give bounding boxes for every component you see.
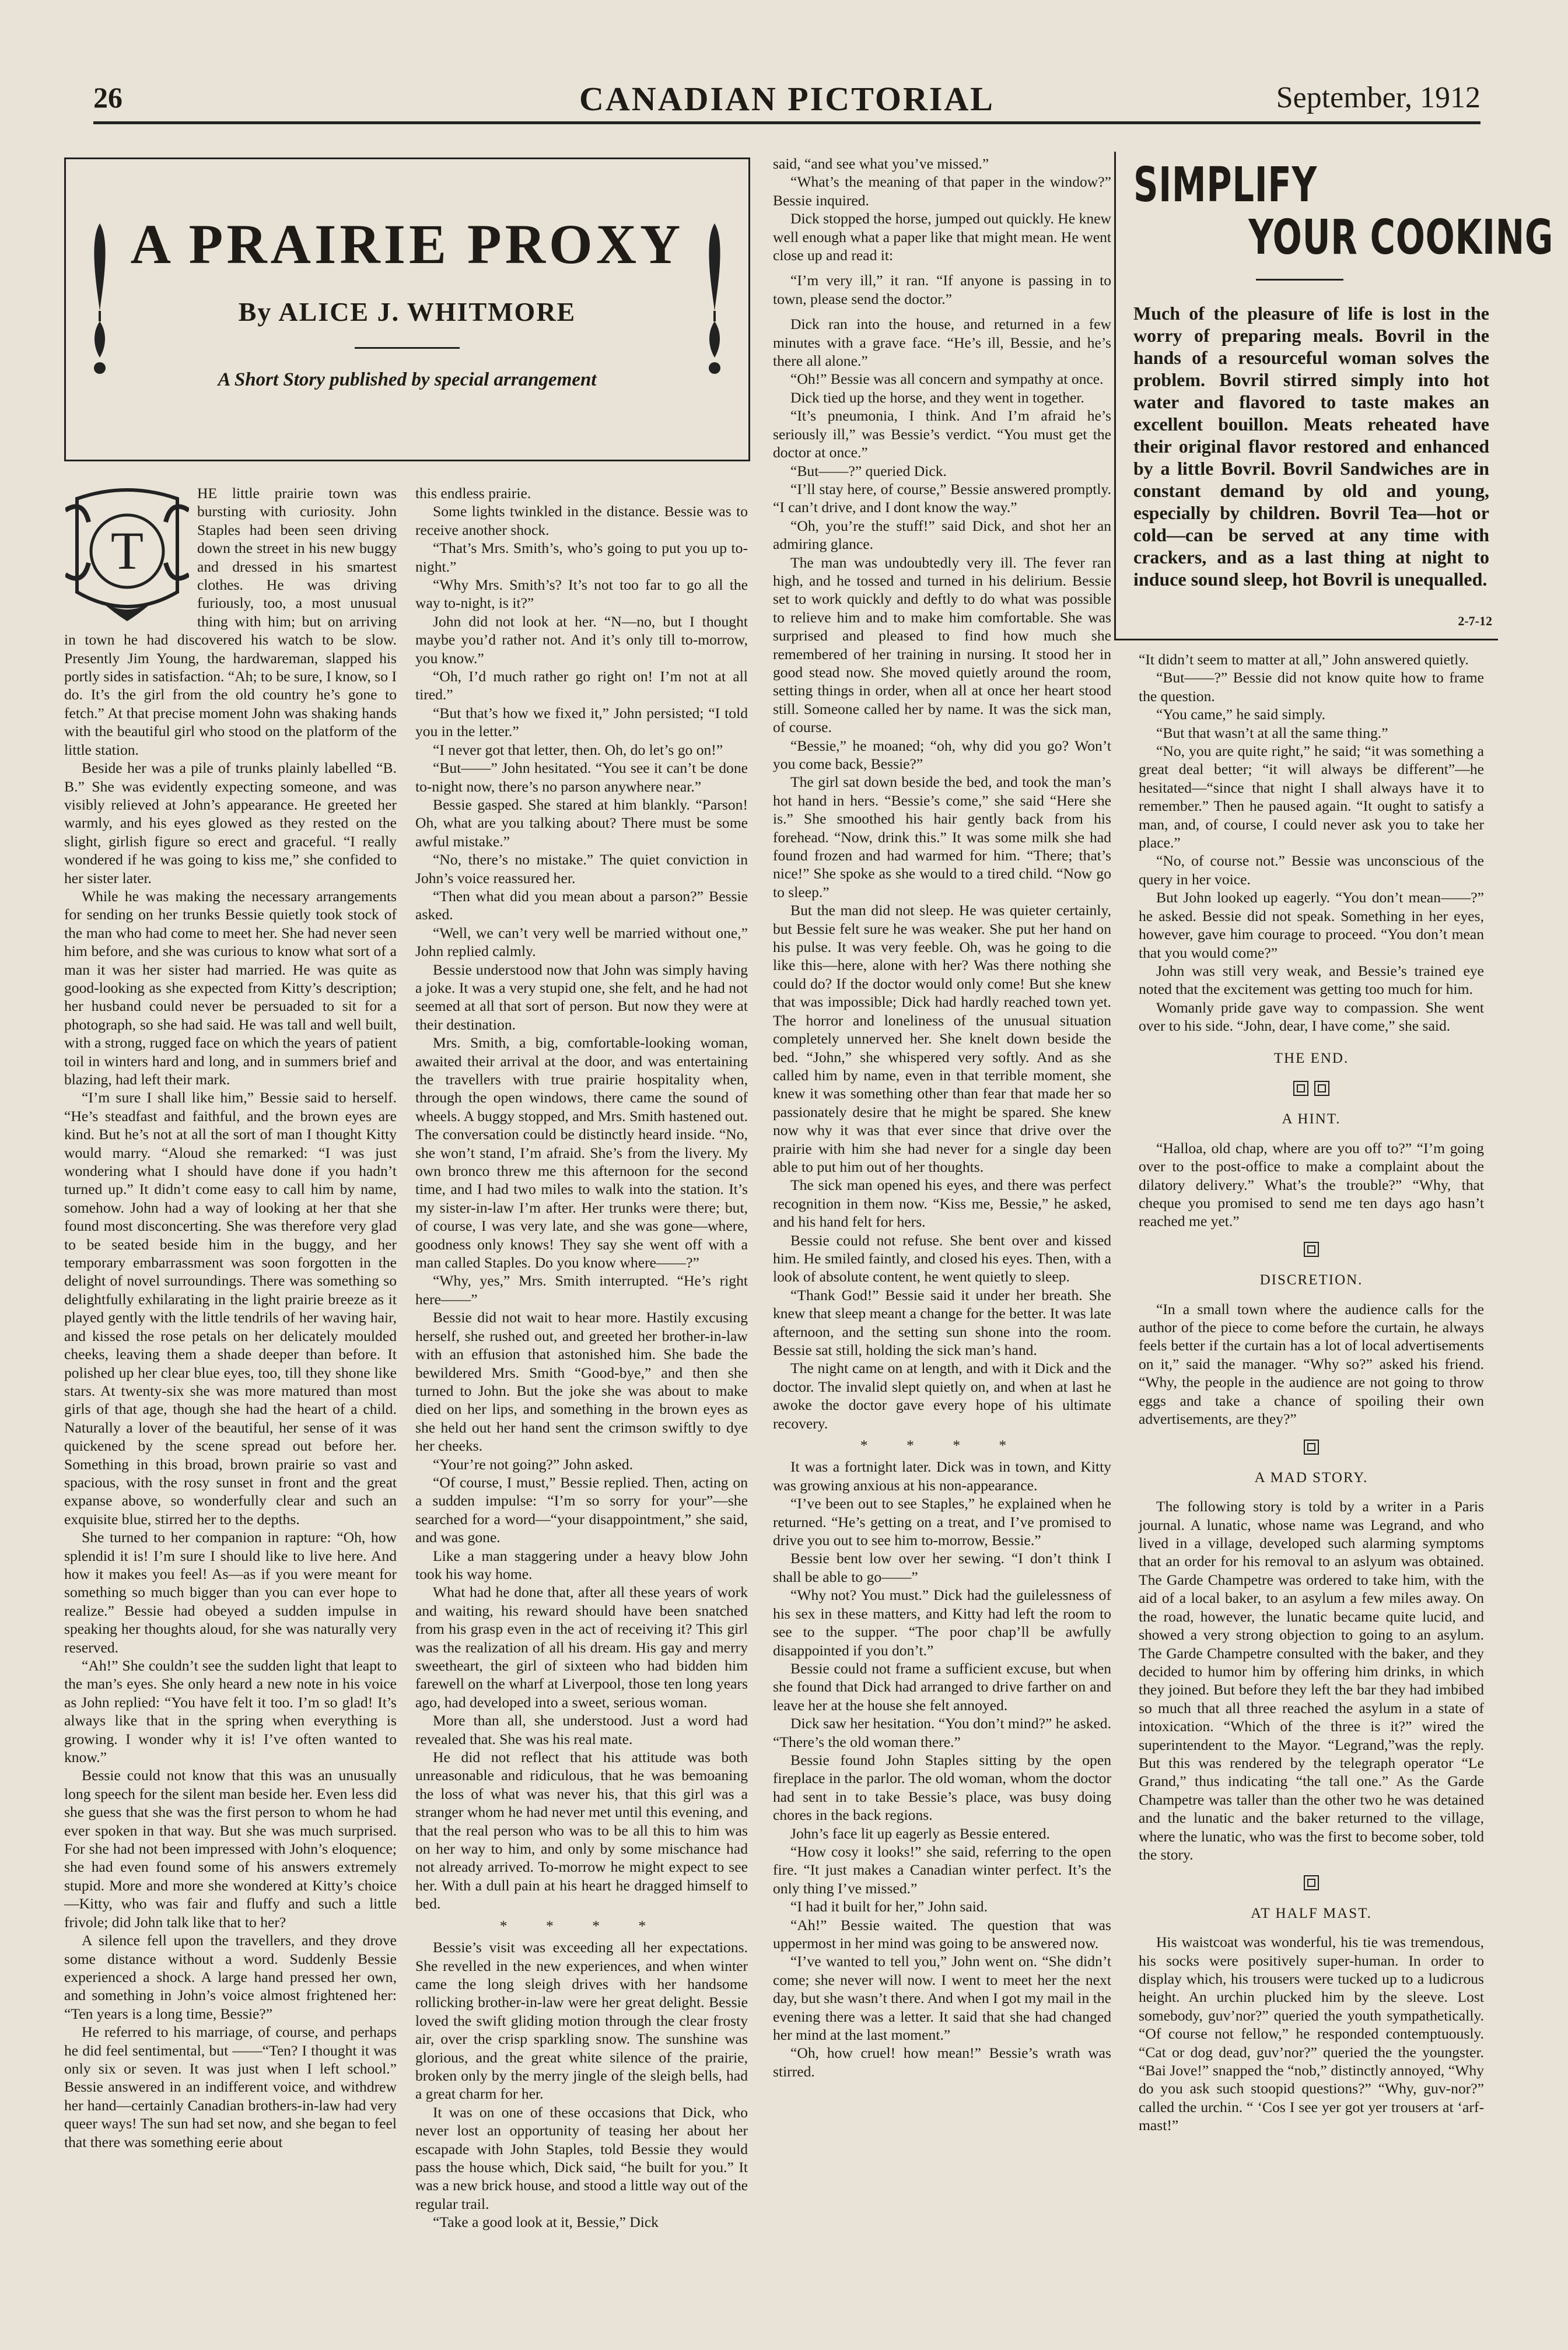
story-paragraph: Bessie did not wait to hear more. Hastily excusing herself, she rushed out, and greeted her brother-in-law with an effusion that astonished him. She bade the bewildered Mrs. Smith “Good-bye,” and then she turned to John. But the joke she was about to make died on her lips, and something in the brown eyes as she held out her hand sent the crimson swiftly to dye her cheeks.	[415, 1309, 748, 1455]
mad-story-body: The following story is told by a writer in a Paris journal. A lunatic, whose name was Legrand, and who lived in a village, developed such alarming symptoms that an order for his removal to an aslyum was obtained. The Garde Champetre was ordered to take him, with the aid of a local baker, to an asylum a few miles away. On the road, however, the lunatic became quite lucid, and showed a very strong objection to going to an asylum. The Garde Champetre consulted with the baker, and they decided to humor him by offering him drinks, in which they joined. But before they left the bar they had imbibed so much that all three reached the asylum in a state of intoxication. “Which of the three is it?” wired the superintendent to the Mayor. “Legrand,”was the reply. But this was rendered by the telegraph operator “Le Grand,” thus indicating “the tall one.” As the Garde Champetre was taller than the other two he was detained and the lunatic and the baker returned to the village, where the lunatic, who was the first to become sober, told the story.	[1139, 1498, 1484, 1863]
story-paragraph: What had he done that, after all these years of work and waiting, his reward should have been snatched from his grasp even in the act of receiving it? This girl was the realization of all his dream. His gay and merry sweetheart, the girl of sixteen who had bidden him farewell on the wharf at Liverpool, those ten long years ago, had developed into a sweet, serious woman.	[415, 1584, 748, 1711]
story-paragraph: “Ah!” Bessie waited. The question that was uppermost in her mind was going to be answered now.	[773, 1916, 1111, 1952]
story-column-3	[773, 155, 1111, 2081]
discretion-title: DISCRETION.	[1259, 1272, 1363, 1288]
story-title-box	[64, 157, 750, 461]
divider-ornament-icon	[1139, 1078, 1484, 1096]
ad-body: Much of the pleasure of life is lost in the worry of preparing meals. Bovril in the hands of a resourceful woman solves the problem. Bovril stirred simply into hot water and flavored to taste makes an excellent bouillon. Meats reheated have their original flavor restored and enhanced by a little Bovril. Bovril Sandwiches are in constant demand by old and young, especially by children. Bovril Tea—hot or cold—can be served at any time with crackers, and as a last thing at night to induce sound sleep, hot Bovril is unequalled.	[1133, 303, 1489, 590]
story-paragraph: Bessie understood now that John was simply having a joke. It was a very stupid one, she felt, and he had not seemed at all that sort of person. But now they were at their destination.	[415, 961, 748, 1033]
story-paragraph: “Well, we can’t very well be married without one,” John replied calmly.	[415, 924, 748, 960]
story-paragraph: “I’m sure I shall like him,” Bessie said to herself. “He’s steadfast and faithful, and the brown eyes are kind. But he’s not at all the sort of man I thought Kitty would marry. “Aloud she remarked: “I was just wondering what I should have done if you hadn’t turned up.” It didn’t come easy to call him by name, somehow. John had a way of looking at her that she found most disconcerting. She was therefore very glad to be seated beside him in the buggy, and her temporary embarrassment was soon forgotten in the delight of novel surroundings. There was something so delightfully exhilarating in the light prairie breeze as it played gently with the little tendrils of her waving hair, and kissed the rose petals on her delicately moulded cheeks, leaving them a shade deeper than before. It polished up her clear blue eyes, too, till they shone like stars. At twenty-six she was more matured than most girls of that age, though she had the heart of a child. Naturally a lover of the beautiful, her sense of it was quickened by the scene spread out before her. Something in this broad, brown prairie so vast and spacious, with the rosy sunset in front and the great expanse above, so wonderfully clear and such an exquisite blue, stirred her to the depths.	[64, 1089, 397, 1528]
story-paragraph: “Ah!” She couldn’t see the sudden light that leapt to the man’s eyes. She only heard a new note in his voice as John replied: “You have felt it too. I’m so glad! It’s always like that in the spring when everything is growing. I wonder why it is! I’ve often wanted to know.”	[64, 1657, 397, 1766]
story-paragraph: “Oh!” Bessie was all concern and sympathy at once.	[790, 370, 1104, 388]
title-divider	[355, 347, 460, 349]
story-paragraph: “It didn’t seem to matter at all,” John answered quietly.	[1139, 651, 1469, 668]
page-number: 26	[93, 81, 123, 114]
story-column-1	[64, 484, 397, 2151]
story-paragraph: “Oh, I’d much rather go right on! I’m not at all tired.”	[415, 668, 748, 703]
hint-body: “Halloa, old chap, where are you off to?” “I’m going over to the post-office to make a complaint about the dilatory delivery.” What’s the trouble?” “Why, that cheque you promised to send me ten days ago hasn’t reached me yet.”	[1139, 1139, 1484, 1230]
story-paragraph: “How cosy it looks!” she said, referring to the open fire. “It just makes a Canadian winter perfect. It’s the only thing I’ve missed.”	[773, 1843, 1111, 1897]
story-paragraph: Bessie’s visit was exceeding all her expectations. She revelled in the new experiences, and when winter came the long sleigh drives with her handsome rollicking brother-in-law were her great delight. Bessie loved the swift gliding motion through the clear frosty air, over the crisp sparkling snow. The sunshine was glorious, and the great white silence of the prairie, broken only by the merry jingle of the sleigh bells, had a great charm for her.	[415, 1939, 748, 2103]
story-paragraph: “I had it built for her,” John said.	[790, 1898, 988, 1915]
story-paragraph: “No, there’s no mistake.” The quiet conviction in John’s voice reassured her.	[415, 851, 748, 887]
story-paragraph: “No, of course not.” Bessie was unconscious of the query in her voice.	[1139, 852, 1484, 888]
story-paragraph: Bessie found John Staples sitting by the open fireplace in the parlor. The old woman, whom the doctor had sent in to take Bessie’s place, was busy doing chores in the back regions.	[773, 1751, 1111, 1824]
story-paragraph: “But——” John hesitated. “You see it can’t be done to-night now, there’s no parson anywhere near.”	[415, 759, 748, 795]
page-header	[93, 80, 1480, 118]
story-paragraph: “I never got that letter, then. Oh, do let’s go on!”	[433, 741, 723, 758]
story-paragraph: “Then what did you mean about a parson?” Bessie asked.	[415, 887, 748, 923]
story-paragraph: “Why, yes,” Mrs. Smith interrupted. “He’s right here——”	[415, 1272, 748, 1308]
story-paragraph: A silence fell upon the travellers, and they drove some distance without a word. Suddenly Bessie experienced a shock. A large hand pressed her own, and something in John’s voice almost frightened her: “Ten years is a long time, Bessie?”	[64, 1932, 397, 2022]
story-paragraph: It was a fortnight later. Dick was in town, and Kitty was growing anxious at his non-appearance.	[773, 1458, 1111, 1494]
story-paragraph: “But that wasn’t at all the same thing.”	[1156, 724, 1388, 741]
story-paragraph: Bessie gasped. She stared at him blankly. “Parson! Oh, what are you talking about? There must be some awful mistake.”	[415, 796, 748, 850]
divider-ornament-icon	[1139, 1436, 1484, 1454]
story-paragraph: this endless prairie.	[415, 485, 531, 502]
story-paragraph: “Bessie,” he moaned; “oh, why did you go? Won’t you come back, Bessie?”	[773, 737, 1111, 772]
ad-code: 2-7-12	[1458, 614, 1492, 628]
story-paragraph: While he was making the necessary arrangements for sending on her trunks Bessie quietly took stock of the man who had come to meet her. She had never seen him before, and she was curious to know what sort of a man it was her sister had married. He was quite as good-looking as she expected from Kitty’s description; her husband could never be persuaded to sit for a photograph, so she had said. He was tall and well built, with a strong, rugged face on which the years of patient toil in winters hard and long, and in summers brief and blazing, had left their mark.	[64, 887, 397, 1088]
story-paragraph: “But that’s how we fixed it,” John persisted; “I told you in the letter.”	[415, 704, 748, 740]
discretion-body: “In a small town where the audience calls for the author of the piece to come before the curtain, he always feels better if the curtain has a lot of local advertisements on it,” said the manager. “Why so?” asked his friend. “Why, the people in the audience are not going to throw eggs and take a chance of spoiling their own advertisements, are they?”	[1139, 1300, 1484, 1428]
half-mast-body: His waistcoat was wonderful, his tie was tremendous, his socks were positively super-human. In order to display which, his trousers were tucked up to a ludicrous height. An urchin plucked him by the sleeve. Lost somebody, guv’nor?” queried the youth sympathetically. “Of course not fellow,” he responded contemptuously. “Cat or dog dead, guv’nor?” queried the the youngster. “Bai Jove!” snapped the “nob,” distinctly annoyed, “Why do you ask such stoopid questions?” “Why, guv-nor?” called the urchin. “ ‘Cos I see yer got yer trousers at ‘arf-mast!”	[1139, 1934, 1484, 2134]
story-paragraph: John did not look at her. “N—no, but I thought maybe you’d rather not. And it’s only till to-morrow, you know.”	[415, 612, 748, 667]
story-title: A PRAIRIE PROXY	[130, 213, 684, 275]
story-paragraph: “Oh, you’re the stuff!” said Dick, and shot her an admiring glance.	[773, 517, 1111, 553]
story-end: THE END.	[1273, 1050, 1349, 1066]
story-paragraph: John was still very weak, and Bessie’s trained eye noted that the excitement was getting too much for him.	[1139, 962, 1484, 998]
section-break: * * * *	[499, 1917, 664, 1934]
story-paragraph: But the man did not sleep. He was quieter certainly, but Bessie felt sure he was weaker. She put her hand on his pulse. It was very feeble. Oh, was he going to die like this—here, alone with her? Was there nothing she could do? If the doctor would only come! But she knew that was impossible; Dick had hardly reached town yet. The horror and loneliness of the unusual situation completely unnerved her. She knelt down beside the bed. “John,” she whispered very softly. And as she called him by name, even in that terrible moment, she knew it was something other than fear that made her so passionately desire that he might be spared. She knew now why it was that ever since that drive over the prairie with him she had never for a single day been able to put him out of her thoughts.	[773, 902, 1111, 1175]
story-paragraph: “I’ll stay here, of course,” Bessie answered promptly. “I can’t drive, and I dont know the way.”	[773, 480, 1111, 516]
story-paragraph: “Why not? You must.” Dick had the guilelessness of his sex in these matters, and Kitty had left the room to see to the supper. “The poor chap’ll be awfully disappointed if you don’t.”	[773, 1586, 1111, 1659]
story-paragraph: “Thank God!” Bessie said it under her breath. She knew that sleep meant a change for the better. It was late afternoon, and the setting sun shone into the room. Bessie sat still, holding the sick man’s hand.	[773, 1286, 1111, 1358]
ad-divider	[1256, 279, 1343, 281]
story-paragraph: said, “and see what you’ve missed.”	[773, 155, 989, 172]
half-mast-title: AT HALF MAST.	[1251, 1905, 1372, 1921]
story-paragraph: The girl sat down beside the bed, and took the man’s hot hand in hers. “Bessie’s come,” she said “Here she is.” She smoothed his hair gently back from his forehead. “Now, drink this.” It was some milk she had found frozen and had warmed for him. “There; that’s nice!” She spoke as she would to a tired child. “Now go to sleep.”	[773, 773, 1111, 901]
header-rule	[93, 121, 1480, 124]
story-paragraph: “That’s Mrs. Smith’s, who’s going to put you up to-night.”	[415, 540, 748, 575]
story-paragraph: John’s face lit up eagerly as Bessie entered.	[790, 1824, 1050, 1842]
story-subtitle: A Short Story published by special arrangement	[218, 369, 597, 390]
story-paragraph: “No, you are quite right,” he said; “it was something a great deal better; “it will always be different”—he hesitated—“since that night I shall always have it to remember.” Then he paused again. “It ought to satisfy a man, and, of course, I could never ask you to take her place.”	[1139, 743, 1484, 852]
story-paragraph: “But——?” queried Dick.	[790, 462, 947, 479]
story-paragraph: Like a man staggering under a heavy blow John took his way home.	[415, 1547, 748, 1582]
story-paragraph: He did not reflect that his attitude was both unreasonable and ridiculous, that he was bemoaning the loss of what was never his, that this girl was a stranger whom he had never met until this evening, and that the real person who was to be all this to him was on her way to him, and only by some mischance had not already arrived. To-morrow he might expect to see her. With a dull pain at his heart he dragged himself to bed.	[415, 1749, 748, 1913]
story-paragraph: Dick saw her hesitation. “You don’t mind?” he asked. “There’s the old woman there.”	[773, 1715, 1111, 1750]
story-paragraph: Beside her was a pile of trunks plainly labelled “B. B.” She was evidently expecting someone, and was visibly relieved at John’s appearance. He greeted her warmly, and his eyes glowed as they rested on the slight, girlish figure so erect and graceful. “I really wondered if he was going to kiss me,” she confided to her sister later.	[64, 759, 397, 887]
story-paragraph: “But——?” Bessie did not know quite how to frame the question.	[1139, 669, 1484, 705]
story-paragraph: Mrs. Smith, a big, comfortable-looking woman, awaited their arrival at the door, and was entertaining the travellers with true prairie hospitality when, through the open windows, there came the sound of wheels. A buggy stopped, and Mrs. Smith hastened out. The conversation could be distinctly heard inside. “No, she won’t stand, I’m afraid. She’s from the livery. My own bronco threw me this afternoon for the second time, and I had two miles to walk into the station. It’s my sister-in-law I’m after. Her trunks were there; but, of course, I was very late, and she was gone—where, goodness only knows! They say she went off with a man called Staples. Do you know where——?”	[415, 1034, 748, 1272]
story-paragraph: Bessie could not frame a sufficient excuse, but when she found that Dick had arranged to drive farther on and leave her at the house she felt annoyed.	[773, 1659, 1111, 1714]
story-paragraph: The night came on at length, and with it Dick and the doctor. The invalid slept quietly on, and when at last he awoke the doctor gave every hope of his ultimate recovery.	[773, 1360, 1111, 1432]
story-paragraph: But John looked up eagerly. “You don’t mean——?” he asked. Bessie did not speak. Something in her eyes, however, gave him courage to proceed. “You don’t mean that you would come?”	[1139, 889, 1484, 961]
story-paragraph: “Your’re not going?” John asked.	[433, 1455, 634, 1473]
story-paragraph: The sick man opened his eyes, and there was perfect recognition in them now. “Kiss me, Bessie,” he asked, and his hand felt for hers.	[773, 1176, 1111, 1231]
divider-ornament-icon	[1139, 1239, 1484, 1257]
story-paragraph: “I’m very ill,” it ran. “If anyone is passing in to town, please send the doctor.”	[773, 272, 1111, 307]
issue-date: September, 1912	[1276, 81, 1480, 114]
story-paragraph: “Take a good look at it, Bessie,” Dick	[433, 2214, 659, 2231]
story-paragraph: Dick tied up the horse, and they went in together.	[790, 388, 1084, 406]
story-paragraph: “It’s pneumonia, I think. And I’m afraid he’s seriously ill,” was Bessie’s verdict. “You must get the doctor at once.”	[773, 407, 1111, 461]
story-paragraph: “I’ve wanted to tell you,” John went on. “She didn’t come; she never will now. I went to meet her the next day, but she wasn’t there. And when I got my mail in the evening there was a letter. It said that she had changed her mind at the last moment.”	[773, 1953, 1111, 2044]
drop-cap-space	[64, 484, 197, 621]
story-paragraph: Bessie could not refuse. She bent over and kissed him. He smiled faintly, and closed his eyes. Then, with a look of absolute content, he went quietly to sleep.	[773, 1231, 1111, 1286]
story-paragraph: He referred to his marriage, of course, and perhaps he did feel sentimental, but ——“Ten? I thought it was only six or seven. It was just when I left school.” Bessie answered in an indifferent voice, and withdrew her hand—certainly Canadian brothers-in-law had very queer ways! The sun had set now, and she began to feel that there was something eerie about	[64, 2023, 397, 2151]
story-paragraph: HE little prairie town was bursting with curiosity. John Staples had been seen driving down the street in his new buggy and dressed in his smartest clothes. He was driving furiously, too, a most unusual thing with him; but on arriving in town he had discovered his watch to be slow. Presently Jim Young, the hardwareman, slapped his portly sides in satisfaction. “Ah; to be sure, I know, so I do. It’s the girl from the old country he’s gone to fetch.” At that precise moment John was shaking hands with the beautiful girl who stood on the platform of the little station.	[64, 485, 397, 758]
drop-cap-letter: T	[110, 521, 144, 580]
divider-ornament-icon	[1139, 1872, 1484, 1890]
section-break: * * * *	[860, 1437, 1024, 1454]
story-paragraph: Dick ran into the house, and returned in a few minutes with a grave face. “He’s ill, Bessie, and he’s there all alone.”	[773, 316, 1111, 370]
story-paragraph: The man was undoubtedly very ill. The fever ran high, and he tossed and turned in his delirium. Bessie set to work quickly and deftly to do what was possible to relieve him and to make him comfortable. She was surprised and pleased to find how much she remembered of her training in nursing. It stood her in good stead now. She moved quietly around the room, setting things in order, when all at once her heart stood still. Someone called her by name. It was the sick man, of course.	[773, 554, 1111, 736]
story-paragraph: “Oh, how cruel! how mean!” Bessie’s wrath was stirred.	[773, 2044, 1111, 2080]
masthead: CANADIAN PICTORIAL	[579, 80, 995, 118]
story-paragraph: “What’s the meaning of that paper in the window?” Bessie inquired.	[773, 173, 1111, 209]
story-paragraph: She turned to her companion in rapture: “Oh, how splendid it is! I’m sure I should like to live here. And how it makes you feel! As—as if you were meant for something so much bigger than you can ever hope to realize.” Bessie had obeyed a sudden impulse in speaking her thoughts aloud, for she was naturally very reserved.	[64, 1529, 397, 1656]
ad-headline-2: YOUR COOKING	[1248, 210, 1553, 265]
fillers-column	[1139, 650, 1484, 2135]
story-paragraph: Bessie bent low over her sewing. “I don’t think I shall be able to go——”	[773, 1550, 1111, 1585]
ad-headline-1: SIMPLIFY	[1133, 157, 1317, 213]
story-paragraph: Womanly pride gave way to compassion. She went over to his side. “John, dear, I have come,” she said.	[1139, 999, 1484, 1035]
story-paragraph: Dick stopped the horse, jumped out quickly. He knew well enough what a paper like that might mean. He went close up and read it:	[773, 210, 1111, 264]
story-paragraph: “You came,” he said simply.	[1156, 706, 1326, 723]
story-paragraph: “Why Mrs. Smith’s? It’s not too far to go all the way to-night, is it?”	[415, 576, 748, 612]
story-paragraph: It was on one of these occasions that Dick, who never lost an opportunity of teasing her about her escapade with John Staples, told Bessie they would pass the house which, Dick said, “he built for you.” It was a new brick house, and stood a little way out of the regular trail.	[415, 2103, 748, 2212]
story-paragraph: Bessie could not know that this was an unusually long speech for the silent man beside her. Even less did she guess that she was the first person to whom he had ever spoken in that way. But she was much surprised. For she had not been impressed with John’s eloquence; she had even found some of his answers extremely stupid. More and more she wondered at Kitty’s choice—Kitty, who was fair and fluffy and such a little frivole; did John talk like that to her?	[64, 1767, 397, 1931]
bovril-advertisement	[1114, 152, 1553, 640]
story-paragraph: Some lights twinkled in the distance. Bessie was to receive another shock.	[415, 503, 748, 538]
story-paragraph: “Of course, I must,” Bessie replied. Then, acting on a sudden impulse: “I’m so sorry for your”—she searched for a word—“your disappointment,” she said, and was gone.	[415, 1473, 748, 1546]
story-byline: By ALICE J. WHITMORE	[238, 297, 576, 327]
hint-title: A HINT.	[1282, 1111, 1341, 1127]
story-column-2	[415, 484, 748, 2232]
story-paragraph: More than all, she understood. Just a word had revealed that. She was his real mate.	[415, 1712, 748, 1747]
mad-story-title: A MAD STORY.	[1254, 1469, 1368, 1486]
story-paragraph: “I’ve been out to see Staples,” he explained when he returned. “He’s getting on a treat, and I’ve promised to drive you out to see him to-morrow, Bessie.”	[773, 1495, 1111, 1549]
